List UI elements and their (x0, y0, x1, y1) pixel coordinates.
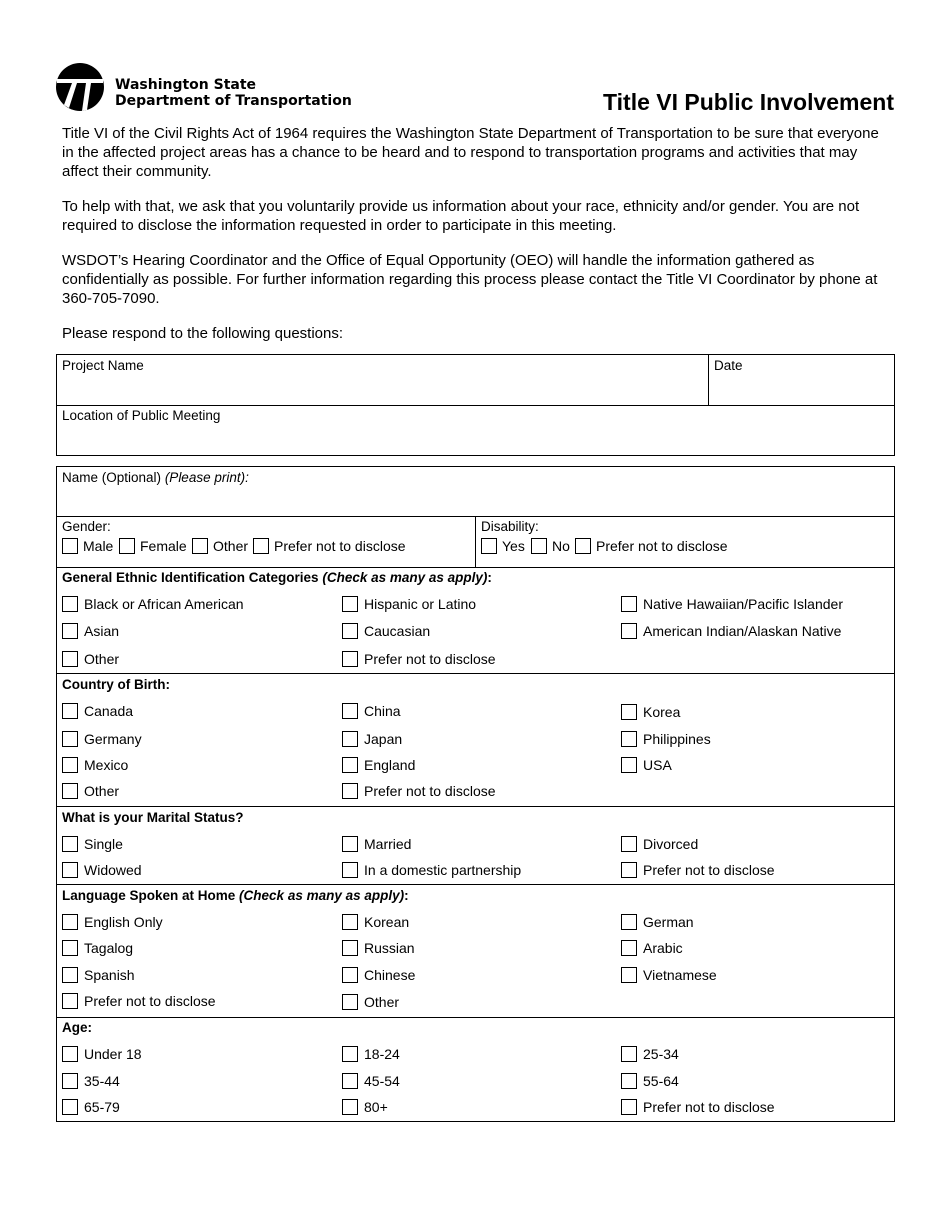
language-option[interactable] (621, 940, 683, 956)
country-option[interactable] (342, 731, 402, 747)
option-label: Single (84, 836, 123, 852)
checkbox[interactable] (62, 596, 78, 612)
country-option[interactable] (342, 703, 401, 719)
checkbox[interactable] (62, 967, 78, 983)
country-option[interactable] (62, 783, 119, 799)
agency-name-line2: Department of Transportation (115, 93, 352, 109)
option-label: China (364, 703, 401, 719)
checkbox[interactable] (342, 914, 358, 930)
checkbox[interactable] (481, 538, 497, 554)
age-option[interactable] (621, 1046, 679, 1062)
checkbox[interactable] (621, 1099, 637, 1115)
age-option[interactable] (342, 1046, 400, 1062)
checkbox[interactable] (342, 703, 358, 719)
ethnic-heading-hint: (Check as many as apply) (322, 570, 488, 585)
marital-option[interactable] (621, 836, 698, 852)
option-label: Philippines (643, 731, 711, 747)
agency-name-line1: Washington State (115, 77, 257, 93)
disability-no-option[interactable] (531, 538, 570, 554)
ethnic-option[interactable] (342, 596, 476, 612)
checkbox[interactable] (342, 1073, 358, 1089)
language-option[interactable] (62, 993, 216, 1009)
option-label: Tagalog (84, 940, 134, 956)
checkbox[interactable] (621, 967, 637, 983)
checkbox[interactable] (62, 1046, 78, 1062)
checkbox[interactable] (342, 596, 358, 612)
project-name-field[interactable] (57, 355, 708, 405)
checkbox[interactable] (621, 914, 637, 930)
name-hint: (Please print): (164, 470, 249, 485)
marital-option[interactable] (342, 862, 521, 878)
checkbox[interactable] (342, 836, 358, 852)
option-label: American Indian/Alaskan Native (643, 623, 842, 639)
country-option[interactable] (621, 704, 680, 720)
option-label: 80+ (364, 1099, 388, 1115)
ethnic-heading-colon: : (487, 570, 492, 585)
disability-prefer-not-option[interactable] (575, 538, 728, 554)
checkbox[interactable] (342, 994, 358, 1010)
age-option[interactable] (621, 1099, 775, 1115)
checkbox[interactable] (342, 862, 358, 878)
option-label: Japan (364, 731, 403, 747)
option-label: Other (84, 783, 120, 799)
checkbox[interactable] (621, 704, 637, 720)
option-label: England (364, 757, 416, 773)
country-option[interactable] (342, 783, 496, 799)
age-option[interactable] (342, 1099, 388, 1115)
ethnic-option[interactable] (62, 651, 119, 667)
checkbox[interactable] (621, 1046, 637, 1062)
checkbox[interactable] (62, 914, 78, 930)
language-option[interactable] (342, 940, 415, 956)
option-label: 25-34 (643, 1046, 679, 1062)
option-label: Male (83, 538, 114, 554)
age-option[interactable] (62, 1073, 120, 1089)
agency-name (115, 77, 352, 109)
intro-paragraph-2: To help with that, we ask that you voluntarily provide us information about your race, ethnicity and/or gender. You are not required to disclose the information requested in order to participate in this meeting. (62, 198, 860, 234)
gender-male-option[interactable] (62, 538, 113, 554)
option-label: Spanish (84, 967, 135, 983)
age-option[interactable] (62, 1046, 142, 1062)
checkbox[interactable] (621, 731, 637, 747)
ethnic-option[interactable] (62, 596, 244, 612)
name-label (62, 470, 249, 485)
checkbox[interactable] (621, 623, 637, 639)
option-label: Yes (502, 538, 525, 554)
date-label: Date (714, 358, 743, 373)
divider (56, 1017, 895, 1018)
page-title: Title VI Public Involvement (603, 89, 894, 115)
checkbox[interactable] (62, 993, 78, 1009)
marital-heading: What is your Marital Status? (62, 810, 244, 825)
option-label: Prefer not to disclose (364, 783, 496, 799)
marital-option[interactable] (62, 862, 142, 878)
checkbox[interactable] (621, 862, 637, 878)
checkbox[interactable] (342, 940, 358, 956)
checkbox[interactable] (621, 1073, 637, 1089)
option-label: USA (643, 757, 672, 773)
wsdot-logo-icon (55, 62, 105, 112)
checkbox[interactable] (62, 538, 78, 554)
option-label: Korean (364, 914, 410, 930)
option-label: Canada (84, 703, 134, 719)
checkbox[interactable] (342, 757, 358, 773)
marital-option[interactable] (342, 836, 411, 852)
checkbox[interactable] (62, 703, 78, 719)
option-label: German (643, 914, 694, 930)
marital-option[interactable] (621, 862, 775, 878)
option-label: Other (213, 538, 249, 554)
checkbox[interactable] (342, 783, 358, 799)
option-label: Other (84, 651, 120, 667)
option-label: Mexico (84, 757, 129, 773)
option-label: 35-44 (84, 1073, 120, 1089)
option-label: Prefer not to disclose (84, 993, 216, 1009)
checkbox[interactable] (621, 596, 637, 612)
option-label: Prefer not to disclose (364, 651, 496, 667)
checkbox[interactable] (119, 538, 135, 554)
language-option[interactable] (62, 940, 133, 956)
name-field[interactable] (57, 467, 894, 516)
checkbox[interactable] (62, 757, 78, 773)
country-option[interactable] (621, 731, 711, 747)
checkbox[interactable] (192, 538, 208, 554)
country-option[interactable] (62, 731, 142, 747)
location-label: Location of Public Meeting (62, 408, 221, 423)
country-heading: Country of Birth: (62, 677, 170, 692)
checkbox[interactable] (621, 757, 637, 773)
option-label: Russian (364, 940, 415, 956)
checkbox[interactable] (62, 783, 78, 799)
option-label: Married (364, 836, 412, 852)
option-label: Native Hawaiian/Pacific Islander (643, 596, 843, 612)
ethnic-heading-text: General Ethnic Identification Categories (62, 570, 319, 585)
checkbox[interactable] (62, 651, 78, 667)
country-option[interactable] (62, 703, 133, 719)
checkbox[interactable] (621, 836, 637, 852)
disability-yes-option[interactable] (481, 538, 525, 554)
option-label: Arabic (643, 940, 683, 956)
option-label: Widowed (84, 862, 142, 878)
checkbox[interactable] (342, 1099, 358, 1115)
language-option[interactable] (62, 967, 135, 983)
intro-paragraph-1: Title VI of the Civil Rights Act of 1964 requires the Washington State Department of Transportation to be sure that everyone in the affected project areas has a chance to be heard and to respond to transportation programs and activities that may affect their community. (62, 125, 879, 180)
country-option[interactable] (342, 757, 415, 773)
divider (56, 884, 895, 885)
checkbox[interactable] (62, 940, 78, 956)
ethnic-option[interactable] (342, 623, 430, 639)
language-option[interactable] (342, 967, 415, 983)
option-label: Korea (643, 704, 681, 720)
country-option[interactable] (621, 757, 672, 773)
language-option[interactable] (62, 914, 163, 930)
project-name-label: Project Name (62, 358, 144, 373)
option-label: Vietnamese (643, 967, 717, 983)
option-label: Germany (84, 731, 142, 747)
option-label: 55-64 (643, 1073, 679, 1089)
ethnic-option[interactable] (621, 596, 843, 612)
option-label: Under 18 (84, 1046, 142, 1062)
option-label: 18-24 (364, 1046, 400, 1062)
language-option[interactable] (342, 914, 409, 930)
option-label: Prefer not to disclose (274, 538, 406, 554)
option-label: Divorced (643, 836, 699, 852)
option-label: In a domestic partnership (364, 862, 522, 878)
checkbox[interactable] (62, 623, 78, 639)
name-label-text: Name (Optional) (62, 470, 162, 485)
option-label: Caucasian (364, 623, 431, 639)
checkbox[interactable] (575, 538, 591, 554)
language-heading-colon: : (404, 888, 409, 903)
age-heading: Age: (62, 1020, 92, 1035)
disability-label: Disability: (481, 519, 539, 534)
date-field[interactable] (709, 355, 894, 405)
language-heading (62, 888, 409, 903)
checkbox[interactable] (342, 623, 358, 639)
checkbox[interactable] (62, 731, 78, 747)
option-label: Hispanic or Latino (364, 596, 477, 612)
option-label: Asian (84, 623, 120, 639)
option-label: Black or African American (84, 596, 244, 612)
divider (56, 567, 895, 568)
age-option[interactable] (62, 1099, 120, 1115)
gender-prefer-not-option[interactable] (253, 538, 406, 554)
checkbox[interactable] (531, 538, 547, 554)
language-heading-text: Language Spoken at Home (62, 888, 236, 903)
age-option[interactable] (342, 1073, 400, 1089)
option-label: No (552, 538, 570, 554)
option-label: Prefer not to disclose (596, 538, 728, 554)
checkbox[interactable] (62, 862, 78, 878)
checkbox[interactable] (62, 836, 78, 852)
option-label: Female (140, 538, 187, 554)
divider (475, 516, 476, 567)
intro-paragraph-3: WSDOT’s Hearing Coordinator and the Office of Equal Opportunity (OEO) will handle the information gathered as confidentially as possible. For further information regarding this process please contact the Title VI Coordinator by phone at 360-705-7090. (62, 252, 878, 307)
location-field[interactable] (57, 406, 894, 455)
option-label: 65-79 (84, 1099, 120, 1115)
gender-other-option[interactable] (192, 538, 248, 554)
language-option[interactable] (342, 994, 399, 1010)
language-option[interactable] (621, 914, 694, 930)
checkbox[interactable] (62, 1099, 78, 1115)
gender-female-option[interactable] (119, 538, 187, 554)
checkbox[interactable] (621, 940, 637, 956)
option-label: Prefer not to disclose (643, 862, 775, 878)
option-label: Prefer not to disclose (643, 1099, 775, 1115)
checkbox[interactable] (253, 538, 269, 554)
checkbox[interactable] (342, 1046, 358, 1062)
ethnic-option[interactable] (621, 623, 841, 639)
language-heading-hint: (Check as many as apply) (239, 888, 405, 903)
option-label: Other (364, 994, 400, 1010)
language-option[interactable] (621, 967, 717, 983)
ethnic-option[interactable] (342, 651, 496, 667)
country-option[interactable] (62, 757, 128, 773)
intro-paragraph-4: Please respond to the following questions: (62, 325, 344, 342)
checkbox[interactable] (342, 731, 358, 747)
ethnic-option[interactable] (62, 623, 119, 639)
option-label: English Only (84, 914, 163, 930)
checkbox[interactable] (342, 967, 358, 983)
gender-label: Gender: (62, 519, 111, 534)
checkbox[interactable] (342, 651, 358, 667)
age-option[interactable] (621, 1073, 679, 1089)
option-label: 45-54 (364, 1073, 400, 1089)
divider (56, 673, 895, 674)
checkbox[interactable] (62, 1073, 78, 1089)
option-label: Chinese (364, 967, 416, 983)
divider (56, 806, 895, 807)
ethnic-heading (62, 570, 492, 585)
marital-option[interactable] (62, 836, 123, 852)
